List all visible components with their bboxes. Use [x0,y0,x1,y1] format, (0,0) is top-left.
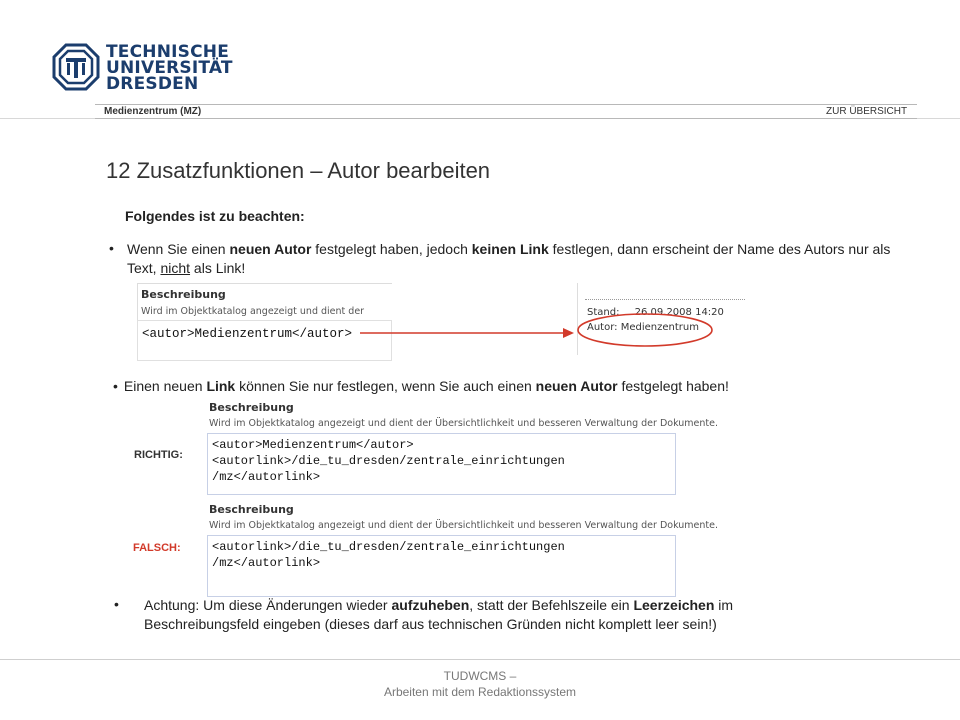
autor-line: Autor: Medienzentrum [587,322,699,333]
code-line: <autor>Medienzentrum</autor> [212,438,414,452]
label-wrong: FALSCH: [133,542,181,554]
overview-link[interactable]: ZUR ÜBERSICHT [826,106,908,117]
stand-label: Stand: [587,307,620,318]
correct-heading: Beschreibung [209,401,294,414]
header-divider-bottom [95,118,917,119]
screenshot-heading: Beschreibung [141,288,226,301]
screenshot-code: <autor>Medienzentrum</autor> [137,320,392,361]
bullet-dot: • [114,596,119,612]
slide-title: 12 Zusatzfunktionen – Autor bearbeiten [106,158,491,183]
footer-divider [0,659,960,660]
correct-subtext: Wird im Objektkatalog angezeigt und dient der Übersichtlichkeit und besseren Verwaltung der Dokumente. [209,418,719,429]
bullet-3: Achtung: Um diese Änderungen wieder aufzuheben, statt der Befehlszeile ein Leerzeichen im Beschreibungsfeld eingeben (dieses darf aus technischen Gründen nicht komplett leer sein!) [144,597,734,632]
header-divider-left [0,118,95,119]
tu-dresden-logo-icon [52,43,100,91]
arrow-icon [360,326,575,340]
bullet-1: Wenn Sie einen neuen Autor festgelegt haben, jedoch keinen Link festlegen, dann erscheint der Name des Autors nur als Text, nicht als Link! [127,241,891,276]
screenshot-result [575,283,750,355]
footer [0,668,960,700]
stand-value: 26.09.2008 14:20 [634,307,724,318]
header-divider-right [917,118,960,119]
wrong-heading: Beschreibung [209,503,294,516]
code-line: <autorlink>/die_tu_dresden/zentrale_einrichtungen [212,540,565,554]
highlight-circle-icon [575,311,715,351]
footer-line-1: TUDWCMS – [443,669,517,683]
university-name-logo: TECHNISCHE UNIVERSITÄT DRESDEN [106,42,233,94]
slide-subtitle: Folgendes ist zu beachten: [125,208,305,224]
header-divider-top [95,104,917,105]
bullet-2: • Einen neuen Link können Sie nur festlegen, wenn Sie auch einen neuen Autor festgelegt haben! [113,378,729,394]
screenshot-subtext: Wird im Objektkatalog angezeigt und dient der [141,306,365,317]
correct-code-box [207,433,676,495]
code-line: /mz</autorlink> [212,470,321,484]
wrong-subtext: Wird im Objektkatalog angezeigt und dient der Übersichtlichkeit und besseren Verwaltung der Dokumente. [209,520,719,531]
footer-line-2: Arbeiten mit dem Redaktionssystem [383,685,577,699]
code-line: /mz</autorlink> [212,556,321,570]
screenshot-description-field [137,283,392,361]
label-correct: RICHTIG: [134,449,183,461]
wrong-code-box [207,535,676,597]
code-line: <autorlink>/die_tu_dresden/zentrale_einrichtungen [212,454,565,468]
department-label: Medienzentrum (MZ) [104,106,202,117]
